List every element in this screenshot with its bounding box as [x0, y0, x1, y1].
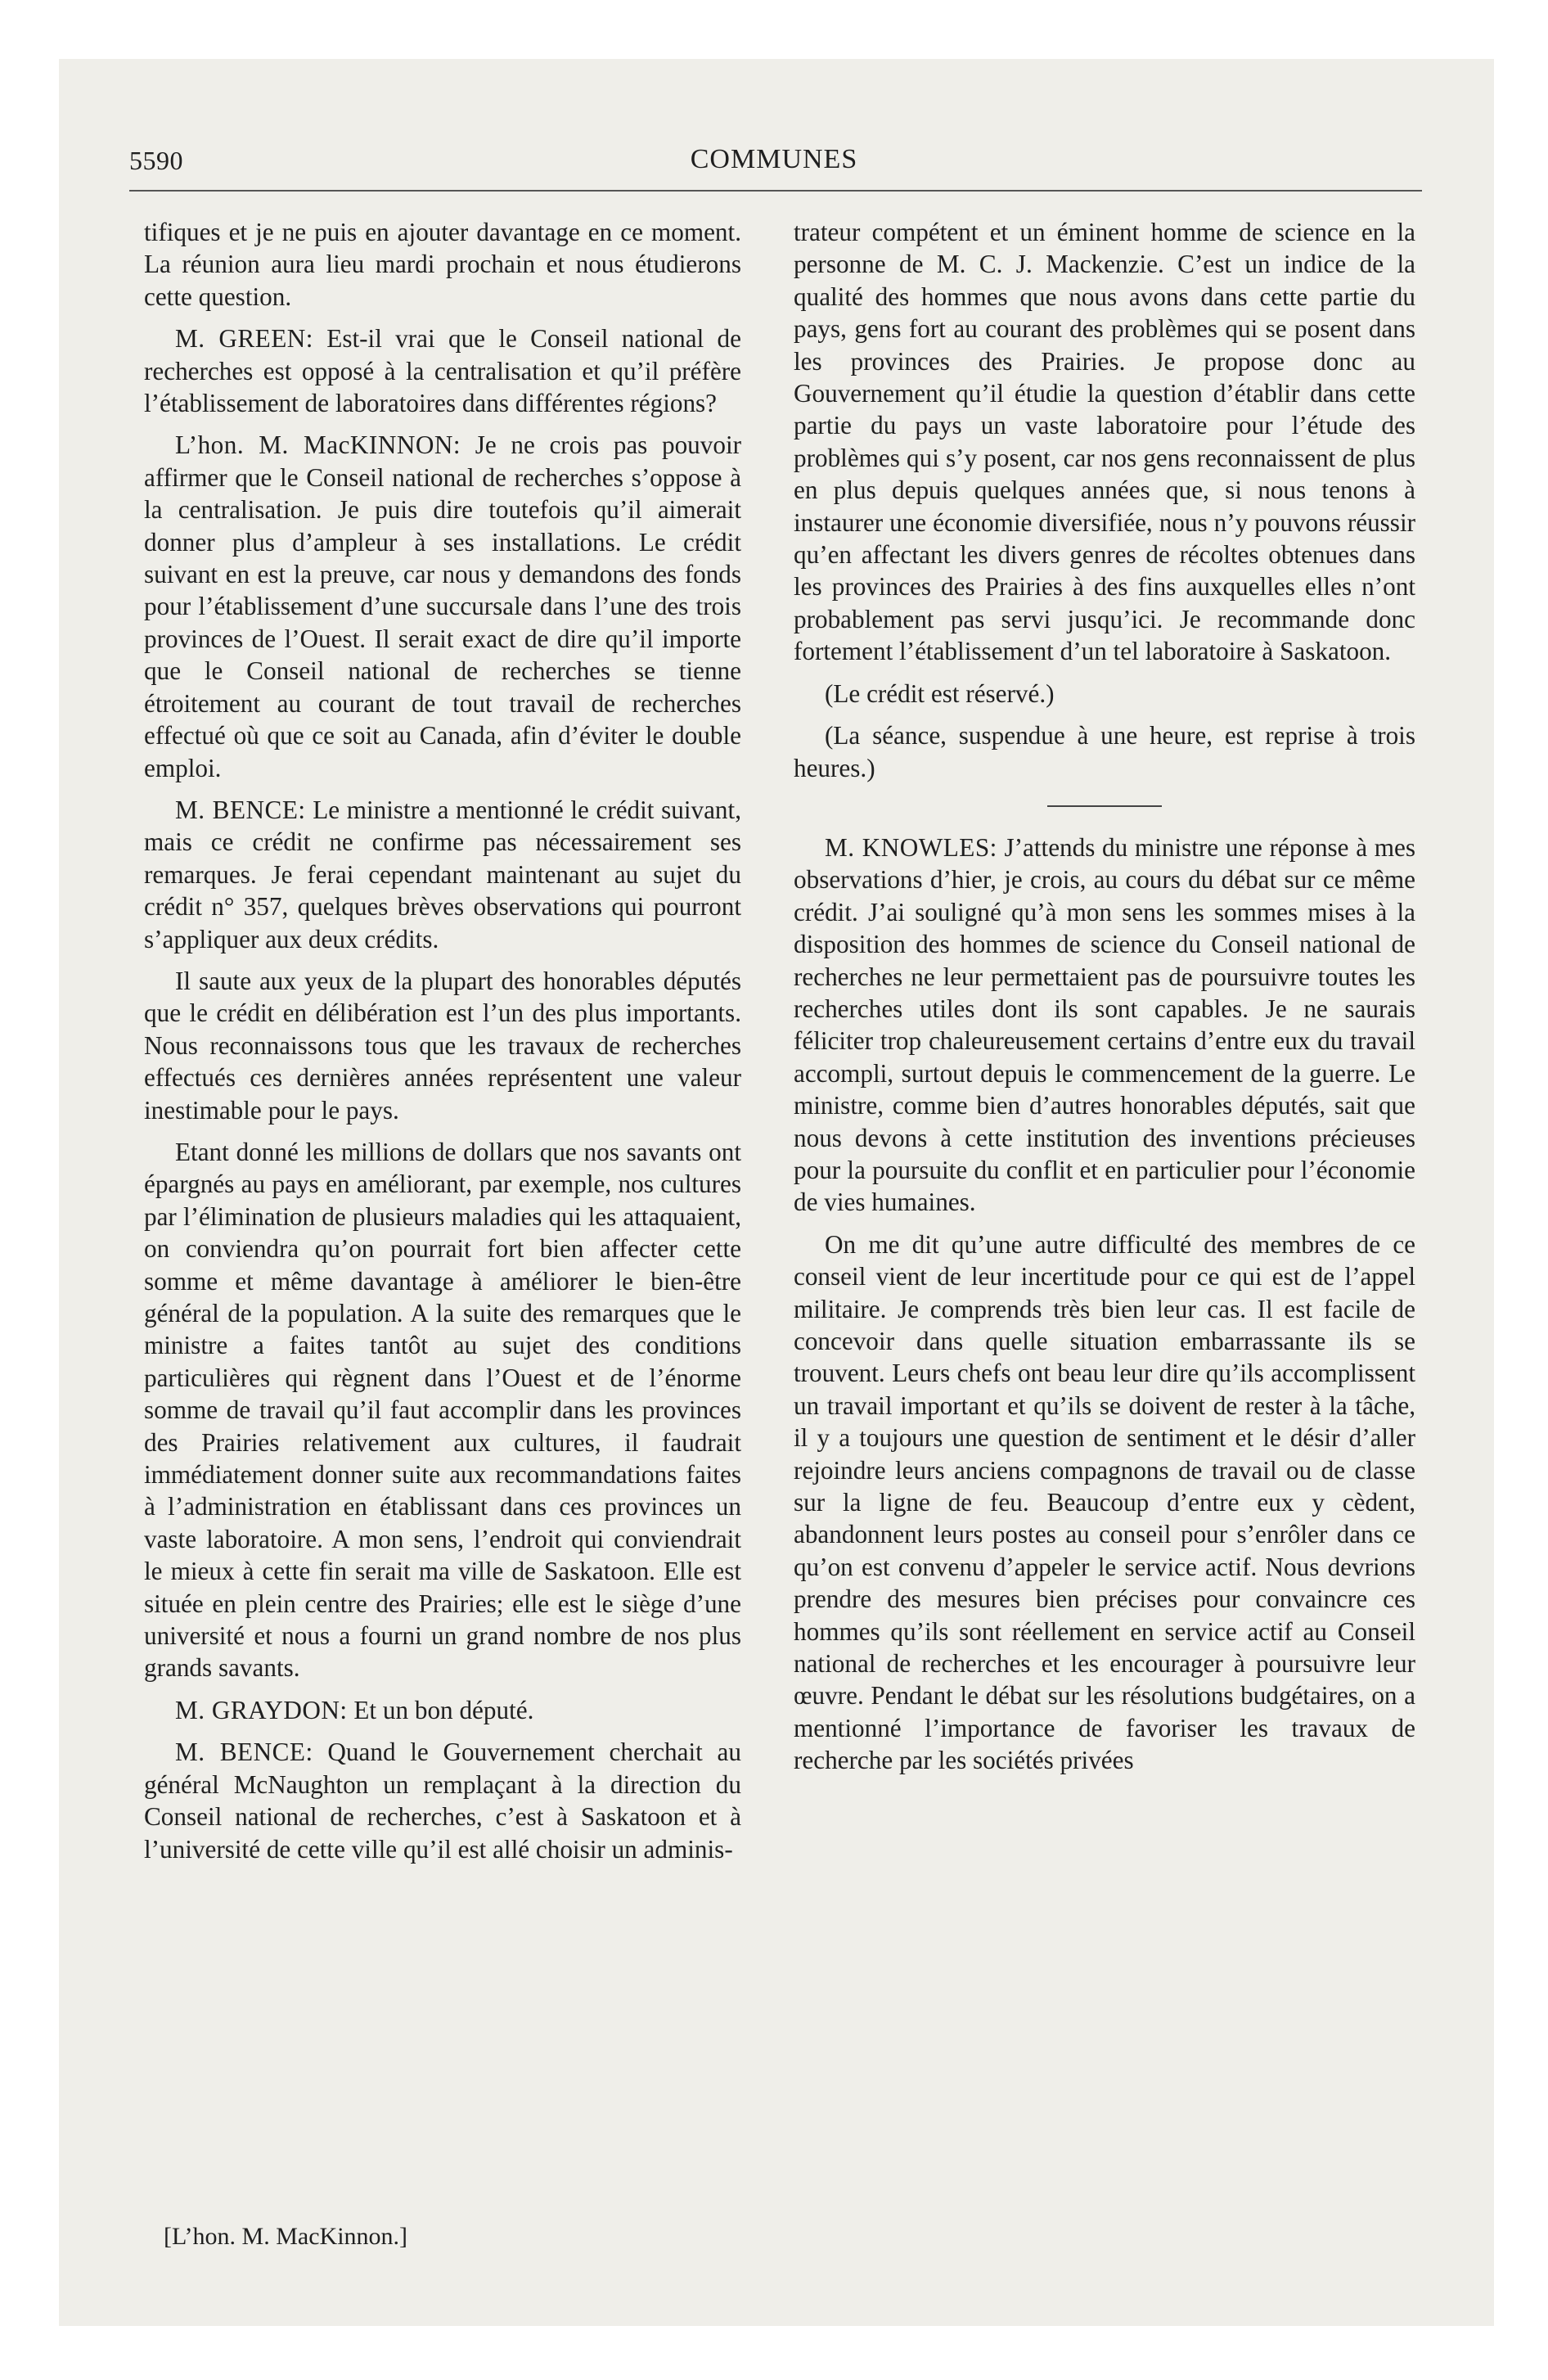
- speaker-name: M. BENCE:: [175, 1738, 313, 1767]
- speech-bence-2: [144, 1736, 741, 1865]
- speaker-name: M. KNOWLES:: [825, 832, 997, 862]
- speech-text: Et un bon député.: [347, 1695, 534, 1724]
- speech-text: Est-il vrai que le Conseil national de recherches est opposé à la centralisation et qu’il préfère l’établissement de laboratoires dans différentes régions?: [144, 324, 741, 418]
- paragraph-text: tifiques et je ne puis en ajouter davantage en ce moment. La réunion aura lieu mardi prochain et nous étudierons cette question.: [144, 218, 741, 311]
- speaker-attribution: [L’hon. M. MacKinnon.]: [164, 2223, 408, 2250]
- paragraph-text: Il saute aux yeux de la plupart des honorables députés que le crédit en délibération est l’un des plus importants. Nous reconnaissons tous que les travaux de recherches effectués ces dernières années représentent une valeur inestimable pour le pays.: [144, 966, 741, 1125]
- speech-graydon: [144, 1694, 741, 1726]
- paragraph: [794, 216, 1415, 668]
- speaker-name: M. GRAYDON:: [175, 1695, 348, 1724]
- speech-green: [144, 322, 741, 419]
- paragraph: [144, 965, 741, 1126]
- speech-bence: [144, 794, 741, 955]
- paragraph: [794, 1228, 1415, 1777]
- running-head: COMMUNES: [690, 144, 858, 174]
- paragraph: [144, 216, 741, 313]
- speaker-name: M. BENCE:: [175, 795, 306, 824]
- procedural-note: [794, 678, 1415, 710]
- paragraph-text: Etant donné les millions de dollars que nos savants ont épargnés au pays en améliorant, par exemple, nos cultures par l’élimination de plusieurs maladies qui les attaquaient, on conviendra qu’on pourrait fort bien affecter cette somme et même davantage à améliorer le bien-être général de la population. A la suite des remarques que le ministre a faites tantôt au sujet des conditions particulières qui règnent dans l’Ouest et de l’énorme somme de travail qu’il faut accomplir dans les provinces des Prairies relativement aux cultures, il faudrait immédiatement donner suite aux recommandations faites à l’administration en établissant dans ces provinces un vaste laboratoire. A mon sens, l’endroit qui conviendrait le mieux à cette fin serait ma ville de Saskatoon. Elle est située en plein centre des Prairies; elle est le siège d’une université et nous a fourni un grand nombre de nos plus grands savants.: [144, 1137, 741, 1683]
- speech-knowles: [794, 832, 1415, 1219]
- paragraph-text: (Le crédit est réservé.): [825, 678, 1055, 708]
- speech-text: Je ne crois pas pouvoir affirmer que le Conseil national de recherches s’oppose à la centralisation. Je puis dire toutefois qu’il aimerait donner plus d’ampleur à ses installations. Le crédit suivant en est la preuve, car nous y demandons des fonds pour l’établissement d’une succursale dans l’une des trois provinces de l’Ouest. Il serait exact de dire qu’il importe que le Conseil national de recherches se tienne étroitement au courant de tout travail de recherches effectué où que ce soit au Canada, afin d’éviter le double emploi.: [144, 430, 741, 782]
- paragraph-text: On me dit qu’une autre difficulté des membres de ce conseil vient de leur incertitude pour ce qui est de l’appel militaire. Je comprends très bien leur cas. Il est facile de concevoir dans quelle situation embarrassante ils se trouvent. Leurs chefs ont beau leur dire qu’ils accomplissent un travail important et qu’ils se doivent de rester à la tâche, il y a toujours une question de sentiment et le désir d’aller rejoindre leurs anciens compagnons de travail ou de classe sur la ligne de feu. Beaucoup d’entre eux y cèdent, abandonnent leurs postes au conseil pour s’enrôler dans ce qu’on est convenu d’appeler le service actif. Nous devrions prendre des mesures bien précises pour convaincre ces hommes qu’ils sont réellement en service actif au Conseil national de recherches et les encourager à poursuivre leur œuvre. Pendant le débat sur les résolutions budgétaires, on a mentionné l’importance de favoriser les travaux de recherche par les sociétés privées: [794, 1229, 1415, 1775]
- page-number: 5590: [129, 146, 183, 175]
- right-column: [794, 216, 1415, 1787]
- speech-text: J’attends du ministre une réponse à mes observations d’hier, je crois, au cours du débat sur ce même crédit. J’ai souligné qu’à mon sens les sommes mises à la disposition des hommes de science du Conseil national de recherches ne leur permettaient pas de poursuivre toutes les recherches utiles dont ils sont capables. Je ne saurais féliciter trop chaleureusement certains d’entre eux du travail accompli, surtout depuis le commencement de la guerre. Le ministre, comme bien d’autres honorables députés, sait que nous devons à cette institution des inventions précieuses pour la poursuite du conflit et en particulier pour l’économie de vies humaines.: [794, 832, 1415, 1217]
- left-column: [144, 216, 741, 1875]
- header-rule: [129, 190, 1422, 192]
- speaker-name: M. GREEN:: [175, 324, 313, 354]
- paragraph-text: (La séance, suspendue à une heure, est reprise à trois heures.): [794, 721, 1415, 782]
- speaker-name: L’hon. M. MacKINNON:: [175, 430, 461, 460]
- speech-text: Le ministre a mentionné le crédit suivant, mais ce crédit ne confirme pas nécessairement ses remarques. Je ferai cependant maintenant au sujet du crédit n° 357, quelques brèves observations qui pourront s’appliquer aux deux crédits.: [144, 795, 741, 953]
- speech-mackinnon: [144, 429, 741, 783]
- paragraph-text: trateur compétent et un éminent homme de science en la personne de M. C. J. Mackenzie. C’est un indice de la qualité des hommes que nous avons dans cette partie du pays, gens fort au courant des problèmes qui se posent dans les provinces des Prairies. Je propose donc au Gouvernement qu’il étudie la question d’établir dans cette partie du pays un vaste laboratoire pour l’étude des problèmes qui s’y posent, car nos gens reconnaissent de plus en plus depuis quelques années que, si nous tenons à instaurer une économie diversifiée, nous n’y pouvons réussir qu’en affectant les divers genres de récoltes obtenues dans les provinces des Prairies à des fins auxquelles elles n’ont probablement pas servi jusqu’ici. Je recommande donc fortement l’établissement d’un tel laboratoire à Saskatoon.: [794, 218, 1415, 666]
- paragraph: [144, 1136, 741, 1684]
- speech-text: Quand le Gouvernement cherchait au général McNaughton un remplaçant à la direction du Conseil national de recherches, c’est à Saskatoon et à l’université de cette ville qu’il est allé choisir un adminis-: [144, 1738, 741, 1864]
- section-divider: [1047, 805, 1162, 807]
- procedural-note: [794, 719, 1415, 784]
